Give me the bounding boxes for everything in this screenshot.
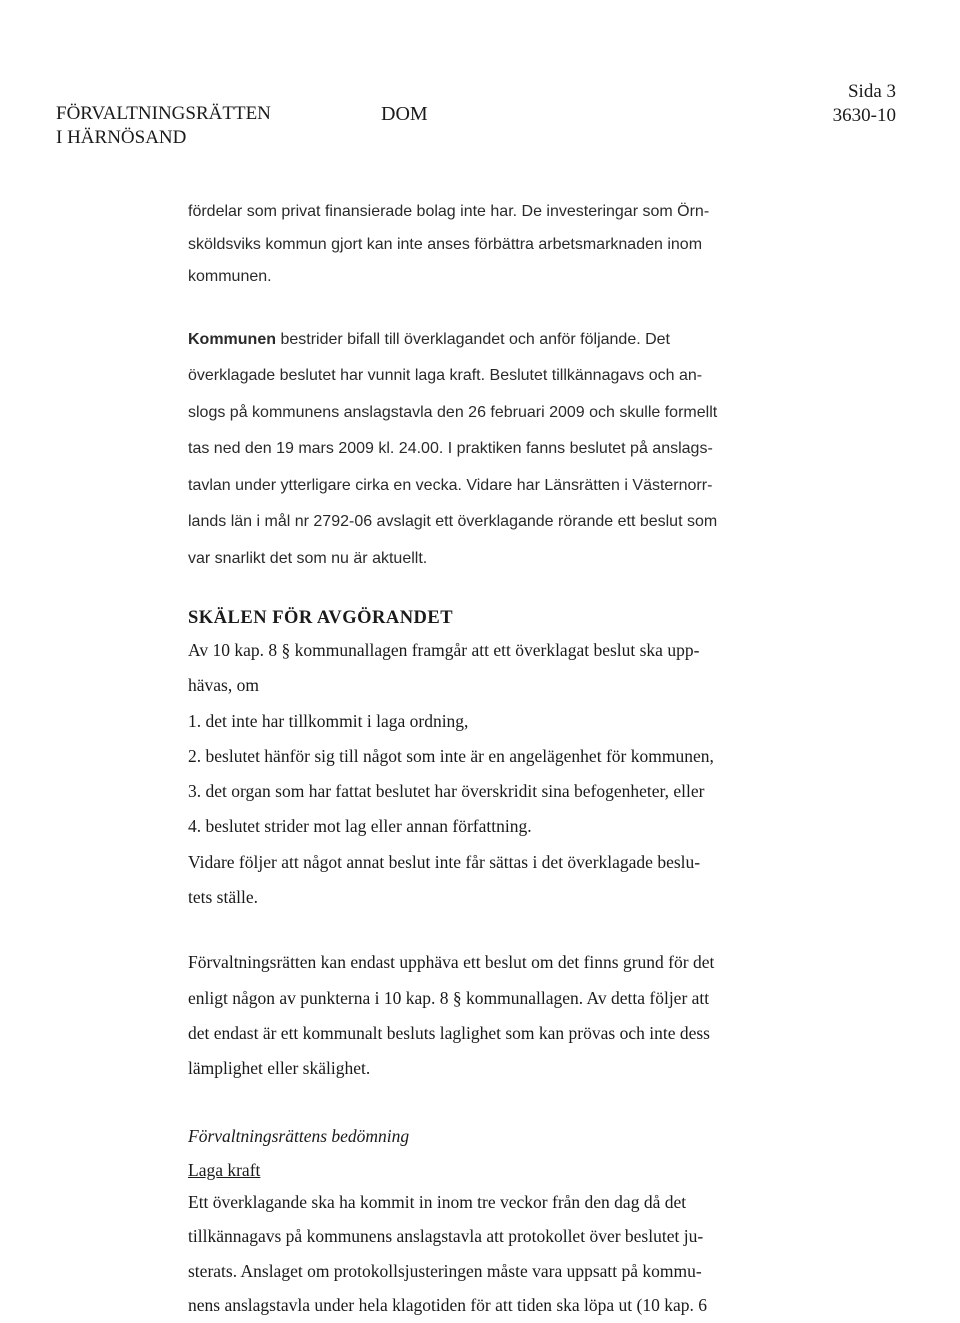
text-line: sköldsviks kommun gjort kan inte anses förbättra arbetsmarknaden inom bbox=[188, 235, 703, 253]
text-line: Ett överklagande ska ha kommit in inom tre veckor från den dag då det bbox=[188, 1191, 687, 1212]
text-line: enligt någon av punkterna i 10 kap. 8 § kommunallagen. Av detta följer att bbox=[188, 987, 710, 1008]
text-line: kommunen. bbox=[188, 268, 272, 285]
list-item: 2. beslutet hänför sig till något som inte är en angelägenhet för kommunen, bbox=[188, 745, 714, 766]
paragraph-municipality bbox=[188, 322, 818, 578]
paragraph-legal-basis bbox=[188, 633, 818, 915]
text-fragment: bestrider bifall till överklagandet och anför följande. Det bbox=[276, 330, 670, 348]
page-info bbox=[833, 80, 896, 128]
text-line: tas ned den 19 mars 2009 kl. 24.00. I praktiken fanns beslutet på anslags- bbox=[188, 440, 713, 457]
text-line: tillkännagavs på kommunens anslagstavla att protokollet över beslutet ju- bbox=[188, 1226, 704, 1247]
text-line: det endast är ett kommunalt besluts laglighet som kan prövas och inte dess bbox=[188, 1022, 710, 1043]
text-line: fördelar som privat finansierade bolag inte har. De investeringar som Örn- bbox=[188, 203, 710, 220]
text-line: lands län i mål nr 2792-06 avslagit ett överklagande rörande ett beslut som bbox=[188, 513, 718, 530]
text-line: lämplighet eller skälighet. bbox=[188, 1058, 371, 1079]
page-number: Sida 3 bbox=[847, 81, 896, 102]
page-header bbox=[56, 80, 896, 150]
court-name-line-1: FÖRVALTNINGSRÄTTEN bbox=[56, 103, 271, 124]
paragraph-legal-force bbox=[188, 1185, 818, 1323]
paragraph-appellant bbox=[188, 196, 818, 294]
party-name: Kommunen bbox=[188, 330, 276, 348]
text-line bbox=[188, 322, 818, 359]
text-line: Förvaltningsrätten kan endast upphäva ett beslut om det finns grund för det bbox=[188, 952, 715, 973]
text-line: Vidare följer att något annat beslut inte får sättas i det överklagade beslu- bbox=[188, 851, 701, 872]
court-name bbox=[56, 102, 271, 150]
list-item: 4. beslutet strider mot lag eller annan författning. bbox=[188, 816, 532, 837]
text-line: slogs på kommunens anslagstavla den 26 februari 2009 och skulle formellt bbox=[188, 403, 718, 421]
document-body bbox=[188, 196, 818, 1323]
text-line: var snarlikt det som nu är aktuellt. bbox=[188, 549, 428, 567]
case-number: 3630-10 bbox=[832, 105, 896, 126]
text-line: överklagade beslutet har vunnit laga kraft. Beslutet tillkännagavs och an- bbox=[188, 367, 703, 384]
list-item: 1. det inte har tillkommit i laga ordning, bbox=[188, 710, 469, 731]
section-heading: SKÄLEN FÖR AVGÖRANDET bbox=[188, 608, 454, 628]
document-type: DOM bbox=[381, 103, 428, 125]
text-line: nens anslagstavla under hela klagotiden för att tiden ska löpa ut (10 kap. 6 bbox=[188, 1295, 708, 1316]
assessment-heading: Förvaltningsrättens bedömning bbox=[188, 1125, 410, 1146]
text-line: Av 10 kap. 8 § kommunallagen framgår att ett överklagat beslut ska upp- bbox=[188, 640, 700, 660]
text-line: tavlan under ytterligare cirka en vecka. Vidare har Länsrätten i Västernorr- bbox=[188, 476, 713, 494]
list-item: 3. det organ som har fattat beslutet har överskridit sina befogenheter, eller bbox=[188, 781, 705, 802]
text-line: hävas, om bbox=[188, 675, 259, 696]
court-name-line-2: I HÄRNÖSAND bbox=[56, 127, 187, 148]
paragraph-court-scope bbox=[188, 945, 818, 1086]
assessment-subheading: Laga kraft bbox=[188, 1159, 261, 1180]
text-line: sterats. Anslaget om protokollsjusteringen måste vara uppsatt på kommu- bbox=[188, 1260, 702, 1281]
text-line: tets ställe. bbox=[188, 887, 258, 908]
